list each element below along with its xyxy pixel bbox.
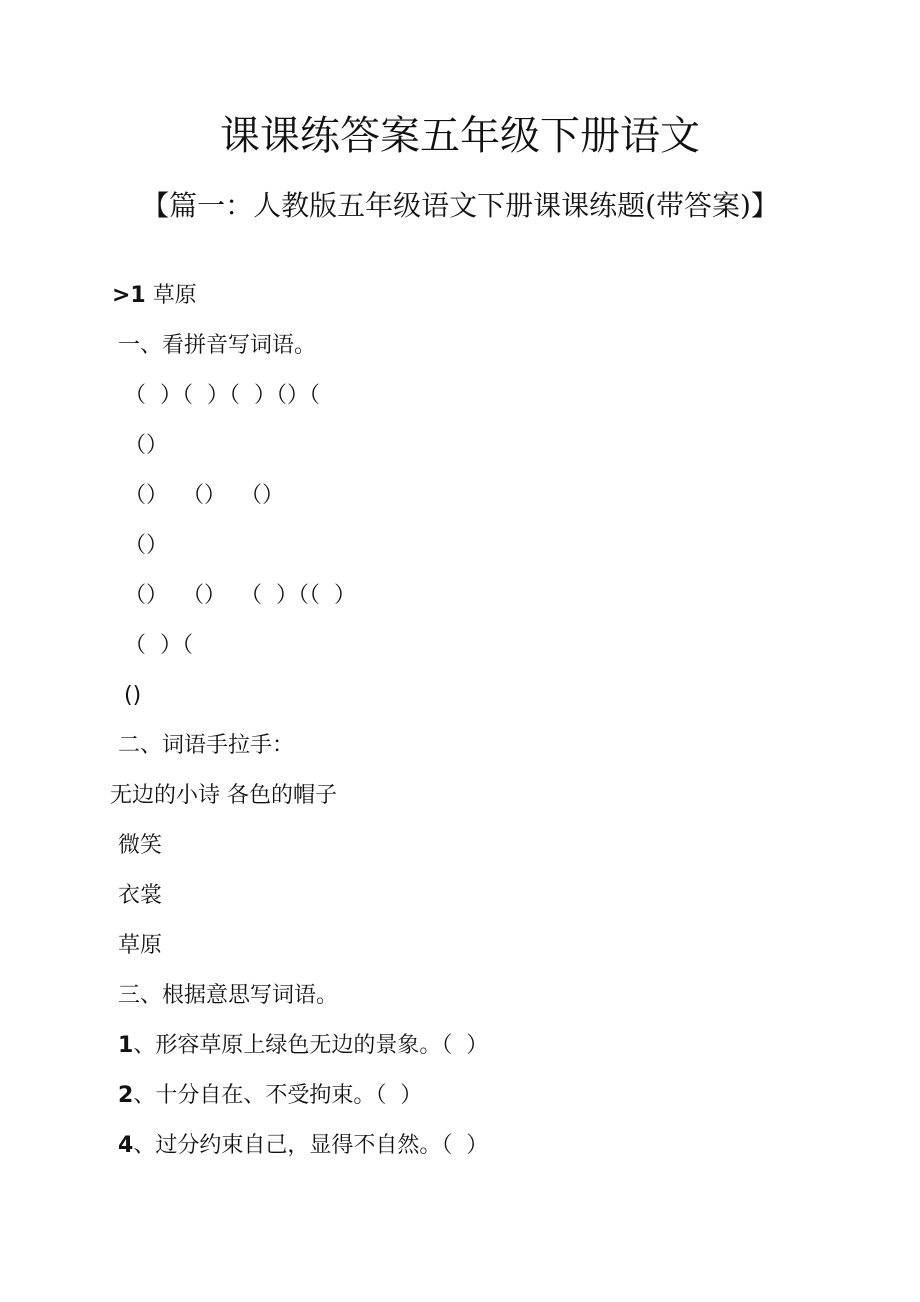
section2-heading: 二、词语手拉手： <box>118 733 295 758</box>
question-number: 2 <box>118 1083 134 1108</box>
word-match-line: 衣裳 <box>118 883 163 908</box>
lesson-name: 草原 <box>145 283 197 308</box>
question-number: 1 <box>118 1033 134 1058</box>
word-match-line: 无边的小诗 各色的帽子 <box>110 783 337 808</box>
question-item <box>118 1080 422 1112</box>
pinyin-blank-line: （） <box>124 533 169 558</box>
question-text: 、形容草原上绿色无边的景象。（ ） <box>133 1033 489 1058</box>
question-text: 、十分自在、不受拘束。（ ） <box>133 1083 423 1108</box>
document-title: 课课练答案五年级下册语文 <box>220 113 700 159</box>
question-text: 、过分约束自己，显得不自然。（ ） <box>133 1133 489 1158</box>
question-item <box>118 1130 488 1162</box>
pinyin-blank-line: （） （） （） <box>124 483 284 508</box>
section1-heading: 一、看拼音写词语。 <box>118 333 317 358</box>
pinyin-blank-line: （ ）（ <box>124 633 193 658</box>
pinyin-blank-line: () <box>124 683 142 708</box>
section3-heading: 三、根据意思写词语。 <box>118 983 339 1008</box>
pinyin-blank-line: （） （） （ ）（（ ） <box>124 583 356 608</box>
lesson-number: >1 <box>112 283 146 308</box>
lesson-heading <box>112 280 197 312</box>
pinyin-blank-line: （ ）（ ）（ ）（）（ <box>124 383 320 408</box>
document-subtitle: 【篇一：人教版五年级语文下册课课练题(带答案)】 <box>141 189 779 222</box>
word-match-line: 微笑 <box>118 833 163 858</box>
question-number: 4 <box>118 1133 134 1158</box>
word-match-line: 草原 <box>118 933 163 958</box>
pinyin-blank-line: （） <box>124 433 169 458</box>
question-item <box>118 1030 488 1062</box>
